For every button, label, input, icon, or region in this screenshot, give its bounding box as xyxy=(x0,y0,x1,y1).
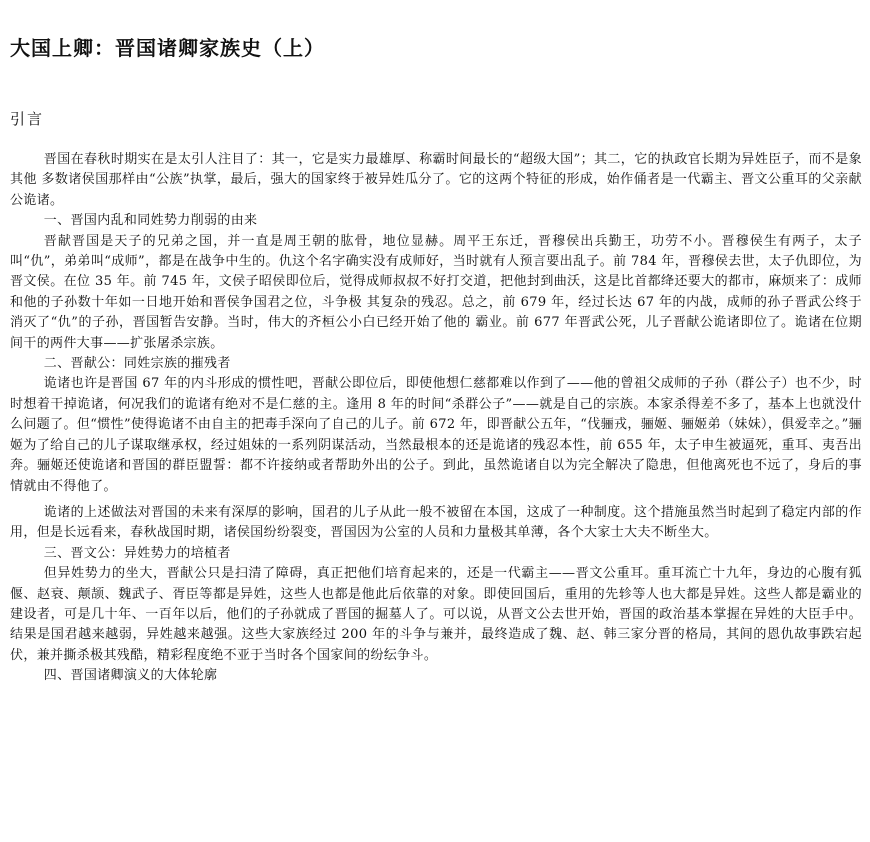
subheading-4: 四、晋国诸卿演义的大体轮廓 xyxy=(43,668,218,684)
page-title: 大国上卿：晋国诸卿家族史（上） xyxy=(10,36,325,60)
subheading-1: 一、晋国内乱和同姓势力削弱的由来 xyxy=(43,213,258,229)
article-body xyxy=(10,150,862,687)
paragraph-4: 但异姓势力的坐大，晋献公只是扫清了障碍，真正把他们培育起来的，还是一代霸主——晋文公重耳。重耳流亡十九年，身边的心腹有狐偃、赵衰、颠颉、魏武子、胥臣等都是异姓，这些人也都是他此后依靠的对象。即使回国后，重用的先轸等人也大都是异姓。这些人都是霸业的建设者，可是几十年、一百年以后，他们的子孙就成了晋国的掘墓人了。可以说，从晋文公去世开始，晋国的政治基本掌握在异姓的大臣手中。结果是国君越来越弱，异姓越来越强。这些大家族经过 200 年的斗争与兼并，最终造成了魏、赵、韩三家分晋的格局，其间的恩仇故事跌宕起伏，兼并撕杀极其残酷，精彩程度绝不亚于当时各个国家间的纷纭争斗。 xyxy=(10,566,862,663)
paragraph-3: 诡诸的上述做法对晋国的未来有深厚的影响，国君的儿子从此一般不被留在本国，这成了一种制度。这个措施虽然当时起到了稳定内部的作用，但是长远看来，春秋战国时期，诸侯国纷纷裂变，晋国因为公室的人员和力量极其单薄，各个大家士大夫不断坐大。 xyxy=(10,504,862,541)
paragraph-1: 晋献晋国是天子的兄弟之国，并一直是周王朝的肱骨，地位显赫。周平王东迁，晋穆侯出兵勤王，功劳不小。晋穆侯生有两子，太子叫“仇”，弟弟叫“成师”，都是在战争中生的。仇这个名字确实没有成师好，当时就有人预言要出乱子。前 784 年，晋穆侯去世，太子仇即位，为晋文侯。在位 35 年。前 745 年，文侯子昭侯即位后，觉得成师叔叔不好打交道，把他封到曲沃，这是比首都绛还要大的都市，麻烦来了：成师和他的子孙数十年如一日地开始和晋侯争国君之位，斗争极 其复杂的残忍。总之，前 679 年，经过长达 67 年的内战，成师的孙子晋武公终于消灭了“仇”的子孙，晋国暂告安静。当时，伟大的齐桓公小白已经开始了他的 霸业。前 677 年晋武公死，儿子晋献公诡诸即位了。诡诸在位期间干的两件大事——扩张屠杀宗族。 xyxy=(10,233,862,351)
paragraph-intro: 晋国在春秋时期实在是太引人注目了：其一，它是实力最雄厚、称霸时间最长的“超级大国”；其二，它的执政官长期为异姓臣子，而不是象其他 多数诸侯国那样由“公族”执掌，最后，强大的国家终于被异姓瓜分了。它的这两个特征的形成，始作俑者是一代霸主、晋文公重耳的父亲献公诡诸。 xyxy=(10,152,862,208)
subheading-2: 二、晋献公：同姓宗族的摧残者 xyxy=(43,356,231,372)
paragraph-2: 诡诸也许是晋国 67 年的内斗形成的惯性吧，晋献公即位后，即使他想仁慈都难以作到了——他的曾祖父成师的子孙（群公子）也不少，时时想着干掉诡诸，何况我们的诡诸有绝对不是仁慈的主。逢用 8 年的时间“杀群公子”——就是自己的宗族。本家杀得差不多了，基本上也就没什么问题了。但“惯性”使得诡诸不由自主的把毒手深向了自己的儿子。前 672 年，即晋献公五年，“伐骊戎，骊姬、骊姬弟（妹妹），俱爱幸之。”骊姬为了给自己的儿子谋取继承权，经过姐妹的一系列阴谋活动，当然最根本的还是诡诸的残忍本性，前 655 年，太子申生被逼死，重耳、夷吾出奔。骊姬还使诡诸和晋国的群臣盟誓：都不许接纳或者帮助外出的公子。到此，虽然诡诸自以为完全解决了隐患，但他离死也不远了，身后的事情就由不得他了。 xyxy=(10,376,862,494)
subheading-3: 三、晋文公：异姓势力的培植者 xyxy=(43,545,231,561)
section-heading-introduction: 引言 xyxy=(10,110,45,128)
